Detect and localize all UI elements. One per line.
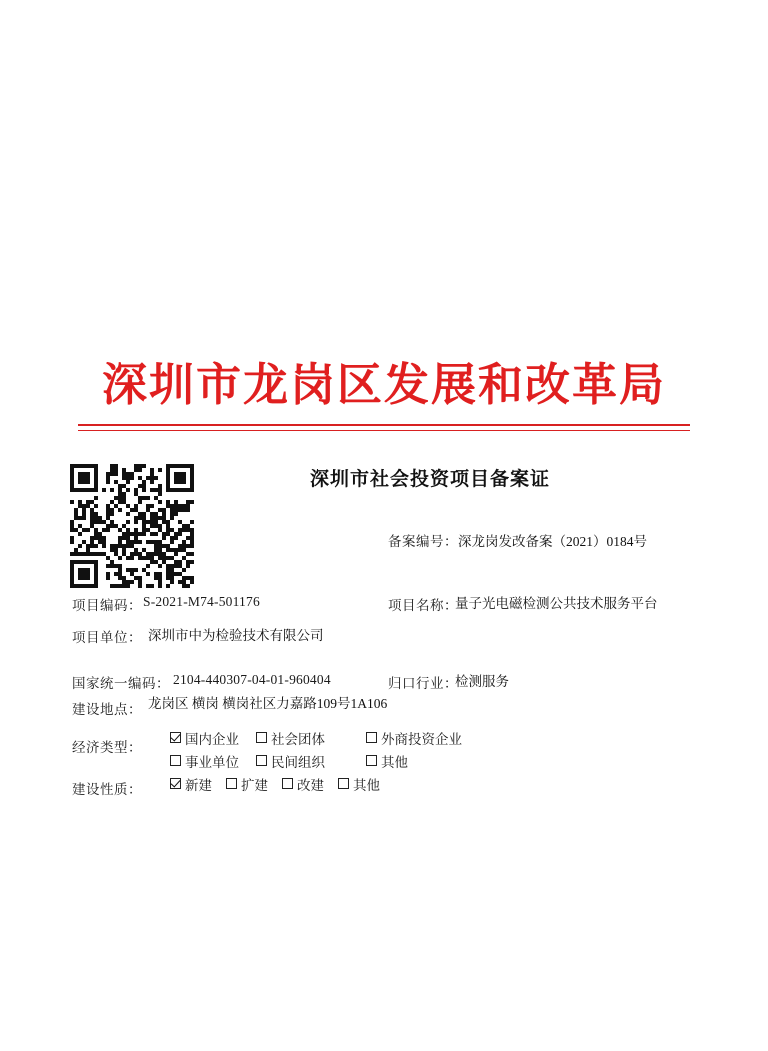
- qr-code-icon: [70, 464, 194, 588]
- construction-nature-options: [170, 774, 394, 793]
- economy-type-row-2: [170, 751, 476, 770]
- checkbox-private-organization[interactable]: [256, 751, 352, 771]
- checkbox-box[interactable]: [170, 732, 181, 743]
- economy-type-row-1: [170, 728, 476, 747]
- checkbox-expansion[interactable]: [226, 774, 268, 794]
- checkbox-label: 改建: [297, 777, 324, 793]
- industry-label: 归口行业：: [388, 676, 458, 691]
- unified-code-value: 2104-440307-04-01-960404: [173, 672, 331, 687]
- checkbox-box[interactable]: [282, 778, 293, 789]
- checkbox-box[interactable]: [170, 778, 181, 789]
- checkbox-label: 其他: [353, 777, 380, 793]
- project-name-label: 项目名称：: [388, 598, 458, 613]
- checkbox-label: 扩建: [241, 777, 268, 793]
- checkbox-box[interactable]: [338, 778, 349, 789]
- record-number-label: 备案编号：: [388, 534, 458, 549]
- checkbox-foreign-invested-enterprise[interactable]: [366, 728, 462, 748]
- checkbox-box[interactable]: [170, 755, 181, 766]
- checkbox-new-construction[interactable]: [170, 774, 212, 794]
- construction-nature-label: 建设性质：: [72, 782, 142, 797]
- project-code-label: 项目编码：: [72, 598, 142, 613]
- location-value: 龙岗区 横岗 横岗社区力嘉路109号1A106: [148, 696, 388, 711]
- economy-type-options: [170, 728, 476, 770]
- construction-nature-row: [170, 774, 394, 793]
- project-unit-value: 深圳市中为检验技术有限公司: [148, 628, 324, 643]
- checkbox-label: 外商投资企业: [381, 731, 462, 747]
- checkbox-label: 国内企业: [185, 731, 239, 747]
- record-number: [388, 530, 647, 550]
- record-number-value: 深龙岗发改备案（2021）0184号: [458, 534, 647, 549]
- project-code-value: S-2021-M74-501176: [143, 594, 260, 609]
- checkbox-box[interactable]: [256, 732, 267, 743]
- checkbox-label: 事业单位: [185, 754, 239, 770]
- checkbox-social-organization[interactable]: [256, 728, 352, 748]
- header-rule-thick: [78, 424, 690, 426]
- checkbox-renovation[interactable]: [282, 774, 324, 794]
- document-subtitle: 深圳市社会投资项目备案证: [309, 469, 550, 490]
- location-label: 建设地点：: [72, 702, 142, 717]
- checkbox-nature-other[interactable]: [338, 774, 380, 794]
- economy-type-label: 经济类型：: [72, 740, 142, 755]
- header-rule-thin: [78, 430, 690, 431]
- project-name-value: 量子光电磁检测公共技术服务平台: [455, 596, 658, 611]
- checkbox-domestic-enterprise[interactable]: [170, 728, 242, 748]
- checkbox-box[interactable]: [226, 778, 237, 789]
- issuer-title: 深圳市龙岗区发展和改革局: [101, 358, 666, 411]
- checkbox-box[interactable]: [366, 755, 377, 766]
- checkbox-label: 新建: [185, 777, 212, 793]
- checkbox-label: 社会团体: [271, 731, 325, 747]
- checkbox-box[interactable]: [366, 732, 377, 743]
- checkbox-economy-other[interactable]: [366, 751, 408, 771]
- checkbox-label: 民间组织: [271, 754, 325, 770]
- checkbox-label: 其他: [381, 754, 408, 770]
- industry-value: 检测服务: [455, 674, 509, 689]
- unified-code-label: 国家统一编码：: [72, 676, 170, 691]
- checkbox-public-institution[interactable]: [170, 751, 242, 771]
- checkbox-box[interactable]: [256, 755, 267, 766]
- project-unit-label: 项目单位：: [72, 630, 142, 645]
